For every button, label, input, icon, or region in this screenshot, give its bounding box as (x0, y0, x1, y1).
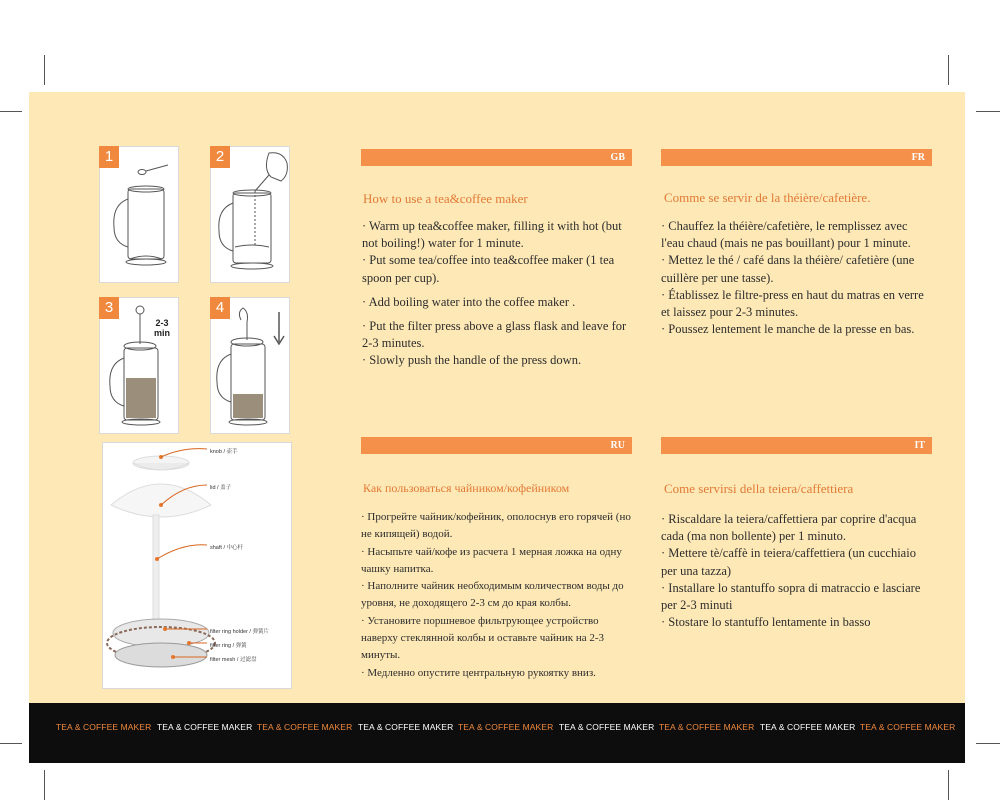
instruction-item: · Прогрейте чайник/кофейник, ополоснув его горячей (но не кипящей) водой. (361, 511, 631, 541)
footer-label: TEA & COFFEE MAKER (760, 722, 856, 732)
step-3-illustration (99, 297, 179, 434)
instruction-item: · Chauffez la théière/cafetière, le remplissez avec l'eau chaud (mais ne pas bouillant) pour 1 minute. (661, 219, 911, 251)
footer-label: TEA & COFFEE MAKER (257, 722, 353, 732)
footer-label: TEA & COFFEE MAKER (860, 722, 956, 732)
footer-band (29, 703, 965, 763)
footer-label: TEA & COFFEE MAKER (559, 722, 655, 732)
language-bar-gb: GB (361, 149, 632, 166)
footer-label: TEA & COFFEE MAKER (157, 722, 253, 732)
part-label-lid: lid / 盖子 (210, 485, 232, 491)
crop-mark (948, 55, 949, 85)
crop-mark (0, 111, 22, 112)
language-bar-ru: RU (361, 437, 632, 454)
language-bar-fr: FR (661, 149, 932, 166)
steeping-time-label: 2-3 min (153, 318, 170, 338)
step-number: 3 (99, 297, 119, 319)
instruction-item: · Poussez lentement le manche de la presse en bas. (661, 322, 915, 337)
instruction-item: · Put the filter press above a glass flask and leave for 2-3 minutes. (362, 319, 627, 351)
step-1-illustration (99, 146, 179, 283)
footer-label: TEA & COFFEE MAKER (458, 722, 554, 732)
section-title-fr: Comme se servir de la théière/cafetière. (664, 190, 871, 205)
step-number: 4 (210, 297, 230, 319)
section-body-ru (361, 509, 631, 682)
crop-mark (44, 770, 45, 800)
crop-mark (0, 743, 22, 744)
crop-mark (948, 770, 949, 800)
instruction-item: · Put some tea/coffee into tea&coffee maker (1 tea spoon per cup). (362, 253, 615, 285)
instruction-page (29, 92, 965, 703)
instruction-item: · Slowly push the handle of the press down. (362, 353, 582, 368)
instruction-item: · Warm up tea&coffee maker, filling it with hot (but not boiling!) water for 1 minute. (362, 219, 622, 251)
part-label-shaft: shaft / 中心杆 (210, 545, 244, 551)
crop-mark (976, 111, 1000, 112)
section-body-gb (362, 218, 632, 370)
section-title-ru: Как пользоваться чайником/кофейником (363, 481, 570, 495)
language-bar-it: IT (661, 437, 932, 454)
instruction-item: · Add boiling water into the coffee maker . (362, 294, 576, 309)
instruction-item: · Медленно опустите центральную рукоятку вниз. (361, 666, 596, 679)
instruction-item: · Mettere tè/caffè in teiera/caffettiera (un cucchiaio per una tazza) (661, 546, 916, 578)
parts-diagram (102, 442, 292, 689)
step-4-illustration (210, 297, 290, 434)
part-label-filter-ring: filter ring / 弹簧 (210, 643, 247, 649)
footer-label: TEA & COFFEE MAKER (358, 722, 454, 732)
footer-label: TEA & COFFEE MAKER (56, 722, 152, 732)
step-2-illustration (210, 146, 290, 283)
instruction-item: · Наполните чайник необходимым количеством воды до уровня, не доходящего 2-3 см до края колбы. (361, 580, 624, 610)
part-label-knob: knob / 壶手 (210, 449, 238, 455)
crop-mark (44, 55, 45, 85)
part-label-filter-mesh: filter mesh / 过滤盘 (210, 657, 257, 663)
footer-label: TEA & COFFEE MAKER (659, 722, 755, 732)
section-title-it: Come servirsi della teiera/caffettiera (664, 481, 854, 496)
instruction-item: · Насыпьте чай/кофе из расчета 1 мерная ложка на одну чашку напитка. (361, 545, 622, 575)
instruction-item: · Stostare lo stantuffo lentamente in basso (661, 615, 871, 630)
crop-mark (976, 743, 1000, 744)
section-title-gb: How to use a tea&coffee maker (363, 191, 528, 206)
section-body-it (661, 511, 931, 631)
instruction-item: · Établissez le filtre-press en haut du matras en verre et laissez pour 2-3 minutes. (661, 287, 924, 320)
instruction-item: · Mettez le thé / café dans la théière/ cafetière (une cuillère per une tasse). (661, 253, 915, 285)
step-number: 2 (210, 146, 230, 168)
step-number: 1 (99, 146, 119, 168)
instruction-item: · Riscaldare la teiera/caffettiera par coprire d'acqua cada (ma non bollente) per 1 minuto. (661, 512, 917, 544)
filter-assembly-icon (103, 443, 293, 690)
instruction-item: · Установите поршневое фильтрующее устройство наверху стеклянной колбы и оставьте чайник на 2-3 минуты. (361, 614, 605, 662)
part-label-filter-ring-holder: filter ring holder / 弹簧片 (210, 629, 269, 635)
instruction-item: · Installare lo stantuffo sopra di matraccio e lasciare per 2-3 minuti (661, 580, 921, 613)
section-body-fr (661, 218, 931, 338)
